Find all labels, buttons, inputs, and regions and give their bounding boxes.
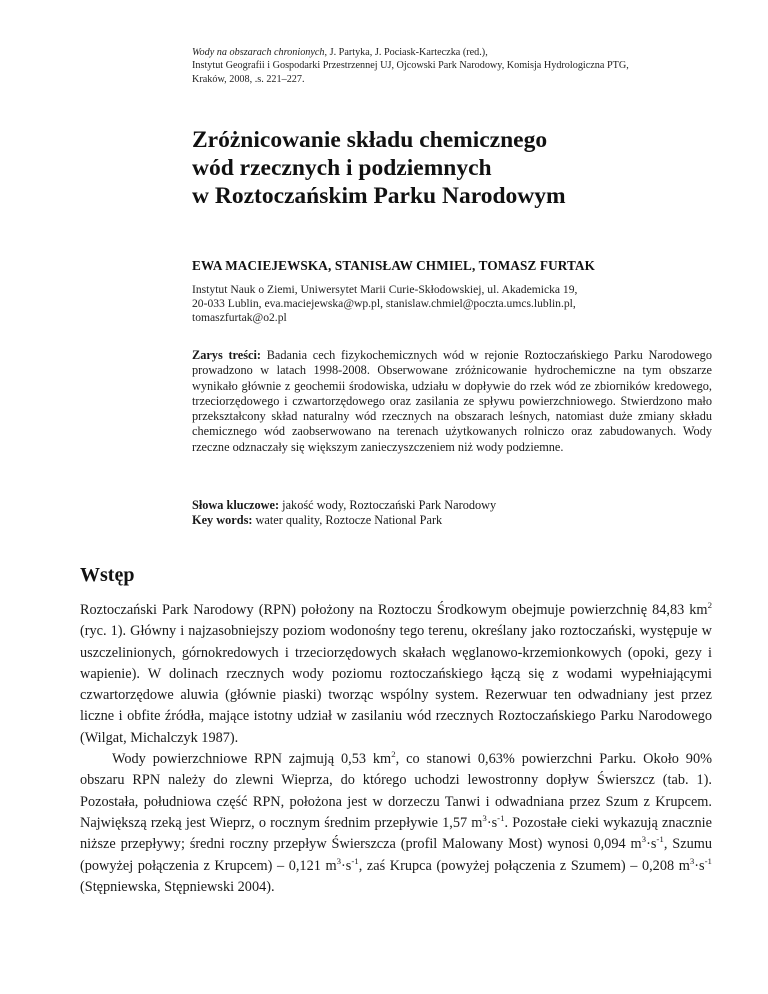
title-line-1: Zróżnicowanie składu chemicznego (192, 127, 548, 153)
p2-text-c: . Pozostałe cieki wykazują znacznie niższe przepływy; średni roczny przepływ Świerszcza (profil Malowany Most) wynosi 0,094 m (80, 814, 712, 853)
p2-sup3-a: 3 (482, 813, 487, 824)
p2-dot-s-a: ·s (486, 814, 498, 831)
source-editors: , J. Partyka, J. Pociask-Karteczka (red.), (324, 47, 488, 58)
body-text (80, 600, 712, 898)
p2-supneg-a: -1 (497, 813, 505, 824)
p2-supneg-b: -1 (656, 834, 664, 845)
keywords-en-text: water quality, Roztocze National Park (252, 513, 443, 527)
keywords-en (192, 513, 712, 528)
p2-supneg-d: -1 (704, 855, 712, 866)
p2-dot-s-b: ·s (646, 836, 657, 853)
source-title: Wody na obszarach chronionych (192, 47, 325, 58)
paragraph-1 (80, 600, 712, 749)
header-line-3: Kraków, 2008, .s. 221–227. (192, 73, 305, 85)
p2-sup-km: 2 (391, 749, 396, 760)
keywords-pl-label: Słowa kluczowe: (192, 498, 280, 512)
p2-supneg-c: -1 (351, 855, 359, 866)
authors: EWA MACIEJEWSKA, STANISŁAW CHMIEL, TOMASZ FURTAK (192, 258, 596, 273)
affiliation (192, 283, 712, 326)
header-line-1 (192, 46, 712, 59)
header-line-2: Instytut Geografii i Gospodarki Przestrzennej UJ, Ojcowski Park Narodowy, Komisja Hydrologiczna PTG, (192, 60, 629, 72)
publication-header (192, 46, 712, 86)
p2-text-e: , zaś Krupca (powyżej połączenia z Szumem) – 0,208 m (358, 857, 690, 874)
p2-dot-s-c: ·s (341, 857, 352, 874)
p2-text-b: , co stanowi 0,63% powierzchni Parku. Około 90% obszaru RPN należy do zlewni Wieprza, do którego uchodzi lewostronny dopływ Świerszcz (tab. 1). Pozostała, południowa część RPN, położona jest w dorzeczu Tanwi i odwadniana przez Szum z Krupcem. Największą rzeką jest Wieprz, o rocznym średnim przepływie 1,57 m (80, 751, 713, 831)
paragraph-2 (80, 749, 712, 898)
title-line-3: w Roztoczańskim Parku Narodowym (192, 183, 566, 209)
p2-text-d: , Szumu (powyżej połączenia z Krupcem) – 0,121 m (80, 836, 712, 874)
abstract-text: Badania cech fizykochemicznych wód w rejonie Roztoczańskiego Parku Narodowego prowadzono w latach 1998-2008. Obserwowane zróżnicowanie hydrochemiczne na tym obszarze wynikało głównie z geochemii środowiska, udziału w dopływie do rzek wód ze zbiorników kredowego, trzeciorzędowego i czwartorzędowego oraz zasilania ze spływu powierzchniowego. Stwierdzono mało przekształcony skład naturalny wód rzecznych na obszarach leśnych, natomiast duże zmiany składu chemicznego wód zaobserwowano na terenach użytkowanych rolniczo oraz zabudowanych. Wody rzeczne odznaczały się większym zanieczyszczeniem niż wody podziemne. (192, 348, 712, 454)
p1-text-b: (ryc. 1). Główny i najzasobniejszy poziom wodonośny tego terenu, określany jako roztoczański, występuje w uszczelinionych, górnokredowych i trzeciorzędowych skałach węglanowo-krzemionkowych (opoki, gezy i wapienie). W dolinach rzecznych wody poziomu roztoczańskiego łączą się z wodami wypełniającymi czwartorzędowe aluwia (głównie piaski) tworząc wspólny system. Rezerwuar ten odwadniany jest przez liczne i obfite źródła, mające istotny udział w zasilaniu wód rzecznych Roztoczańskiego Parku Narodowego (Wilgat, Michalczyk 1987). (80, 623, 712, 746)
p1-text-a: Roztoczański Park Narodowy (RPN) położony na Roztoczu Środkowym obejmuje powierzchnię 84,83 km (80, 602, 708, 618)
p2-dot-s-d: ·s (694, 857, 705, 874)
affiliation-line-1: Instytut Nauk o Ziemi, Uniwersytet Marii Curie-Skłodowskiej, ul. Akademicka 19, (192, 283, 578, 296)
keywords-en-label: Key words: (192, 513, 253, 527)
p2-text-f: (Stępniewska, Stępniewski 2004). (80, 878, 275, 895)
p2-sup3-b: 3 (641, 834, 647, 845)
p1-sup: 2 (707, 600, 712, 611)
p2-text-a: Wody powierzchniowe RPN zajmują 0,53 km (112, 751, 392, 768)
keywords-pl (192, 498, 712, 513)
section-heading: Wstęp (80, 564, 135, 586)
abstract-label: Zarys treści: (192, 348, 262, 362)
article-title (192, 126, 712, 210)
title-line-2: wód rzecznych i podziemnych (192, 155, 492, 181)
keywords-pl-text: jakość wody, Roztoczański Park Narodowy (279, 498, 497, 512)
abstract (192, 348, 712, 455)
p2-sup3-c: 3 (336, 855, 342, 866)
affiliation-line-3: tomaszfurtak@o2.pl (192, 311, 287, 325)
p2-sup3-d: 3 (689, 855, 695, 866)
affiliation-line-2: 20-033 Lublin, eva.maciejewska@wp.pl, stanislaw.chmiel@poczta.umcs.lublin.pl, (192, 297, 576, 311)
